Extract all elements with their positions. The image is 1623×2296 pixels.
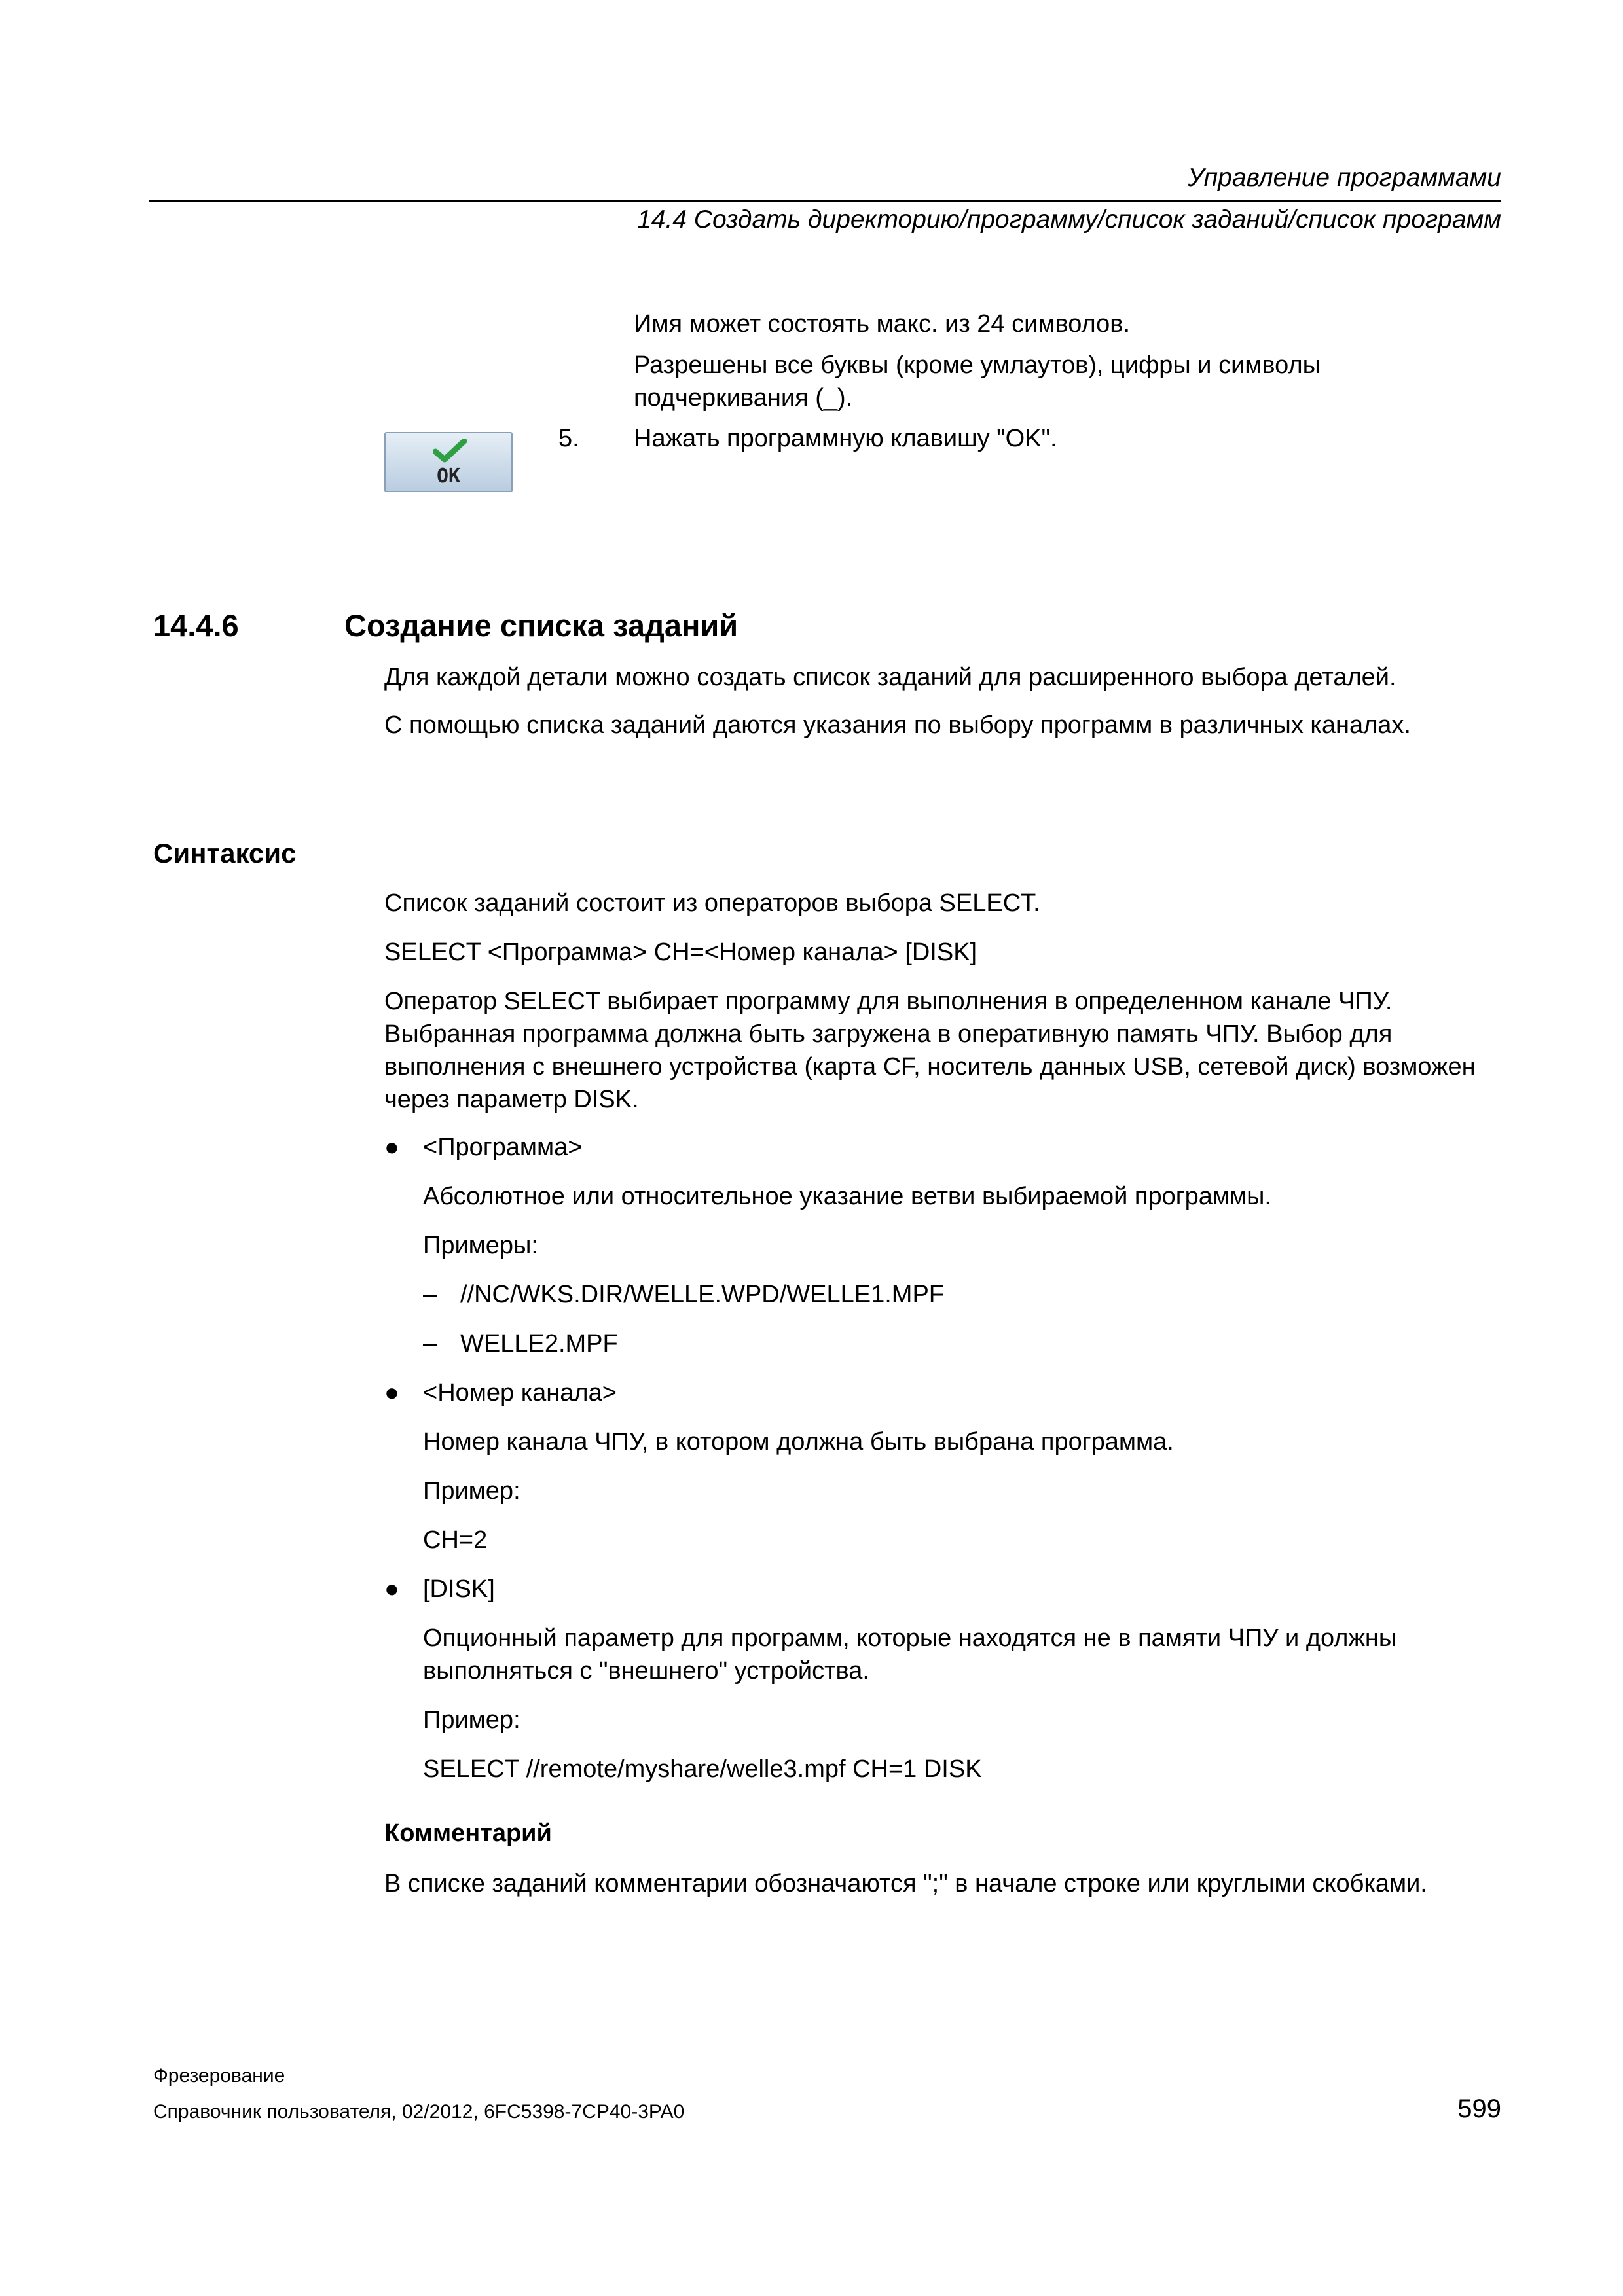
- bullet-1-example-2: WELLE2.MPF: [460, 1330, 618, 1357]
- intro-line-2: Разрешены все буквы (кроме умлаутов), цифры и символы подчеркивания (_).: [634, 351, 1321, 412]
- section-title: Создание списка заданий: [344, 608, 739, 643]
- bullet-2-example: CH=2: [423, 1526, 488, 1554]
- step-number: 5.: [558, 425, 579, 452]
- bullet-2-desc: Номер канала ЧПУ, в котором должна быть выбрана программа.: [423, 1428, 1174, 1456]
- bullet-marker: ●: [384, 1575, 399, 1603]
- green-checkmark-icon: [433, 439, 467, 465]
- comment-heading: Комментарий: [384, 1820, 552, 1847]
- bullet-1-example-label: Примеры:: [423, 1232, 538, 1259]
- page-number: 599: [1457, 2094, 1501, 2123]
- dash-marker: –: [423, 1330, 437, 1357]
- bullet-2-example-label: Пример:: [423, 1477, 520, 1505]
- bullet-3-example: SELECT //remote/myshare/welle3.mpf CH=1 DISK: [423, 1755, 982, 1783]
- footer-product: Фрезерование: [153, 2065, 285, 2087]
- syntax-para-2: SELECT <Программа> CH=<Номер канала> [DISK]: [384, 939, 977, 966]
- bullet-3-desc: Опционный параметр для программ, которые находятся не в памяти ЧПУ и должны выполняться с "внешнего" устройства.: [423, 1624, 1397, 1685]
- section-para-1: Для каждой детали можно создать список заданий для расширенного выбора деталей.: [384, 664, 1396, 691]
- bullet-1-label: <Программа>: [423, 1134, 583, 1161]
- running-header-section: 14.4 Создать директорию/программу/список заданий/список программ: [637, 206, 1501, 234]
- bullet-1-example-1: //NC/WKS.DIR/WELLE.WPD/WELLE1.MPF: [460, 1281, 944, 1308]
- ok-softkey-label: OK: [436, 465, 461, 488]
- syntax-para-1: Список заданий состоит из операторов выбора SELECT.: [384, 889, 1040, 917]
- step-text: Нажать программную клавишу "OK".: [634, 425, 1057, 452]
- bullet-3-example-label: Пример:: [423, 1706, 520, 1734]
- header-rule: [149, 200, 1501, 202]
- footer-manual-info: Справочник пользователя, 02/2012, 6FC5398-7CP40-3PA0: [153, 2101, 685, 2123]
- ok-softkey[interactable]: [384, 432, 513, 492]
- bullet-marker: ●: [384, 1379, 399, 1407]
- bullet-marker: ●: [384, 1134, 399, 1161]
- dash-marker: –: [423, 1281, 437, 1308]
- syntax-para-3: Оператор SELECT выбирает программу для выполнения в определенном канале ЧПУ. Выбранная программа должна быть загружена в оперативную память ЧПУ. Выбор для выполнения с внешнего устройства (карта CF, носитель данных USB, сетевой диск) возможен через параметр DISK.: [384, 988, 1476, 1113]
- running-header-chapter: Управление программами: [1188, 164, 1501, 192]
- section-para-2: С помощью списка заданий даются указания по выбору программ в различных каналах.: [384, 711, 1411, 739]
- bullet-1-desc: Абсолютное или относительное указание ветви выбираемой программы.: [423, 1183, 1271, 1210]
- bullet-3-label: [DISK]: [423, 1575, 495, 1603]
- bullet-2-label: <Номер канала>: [423, 1379, 617, 1407]
- intro-line-1: Имя может состоять макс. из 24 символов.: [634, 310, 1131, 338]
- section-number: 14.4.6: [153, 608, 239, 643]
- comment-text: В списке заданий комментарии обозначаются ";" в начале строке или круглыми скобками.: [384, 1870, 1427, 1897]
- syntax-heading: Синтаксис: [153, 838, 297, 869]
